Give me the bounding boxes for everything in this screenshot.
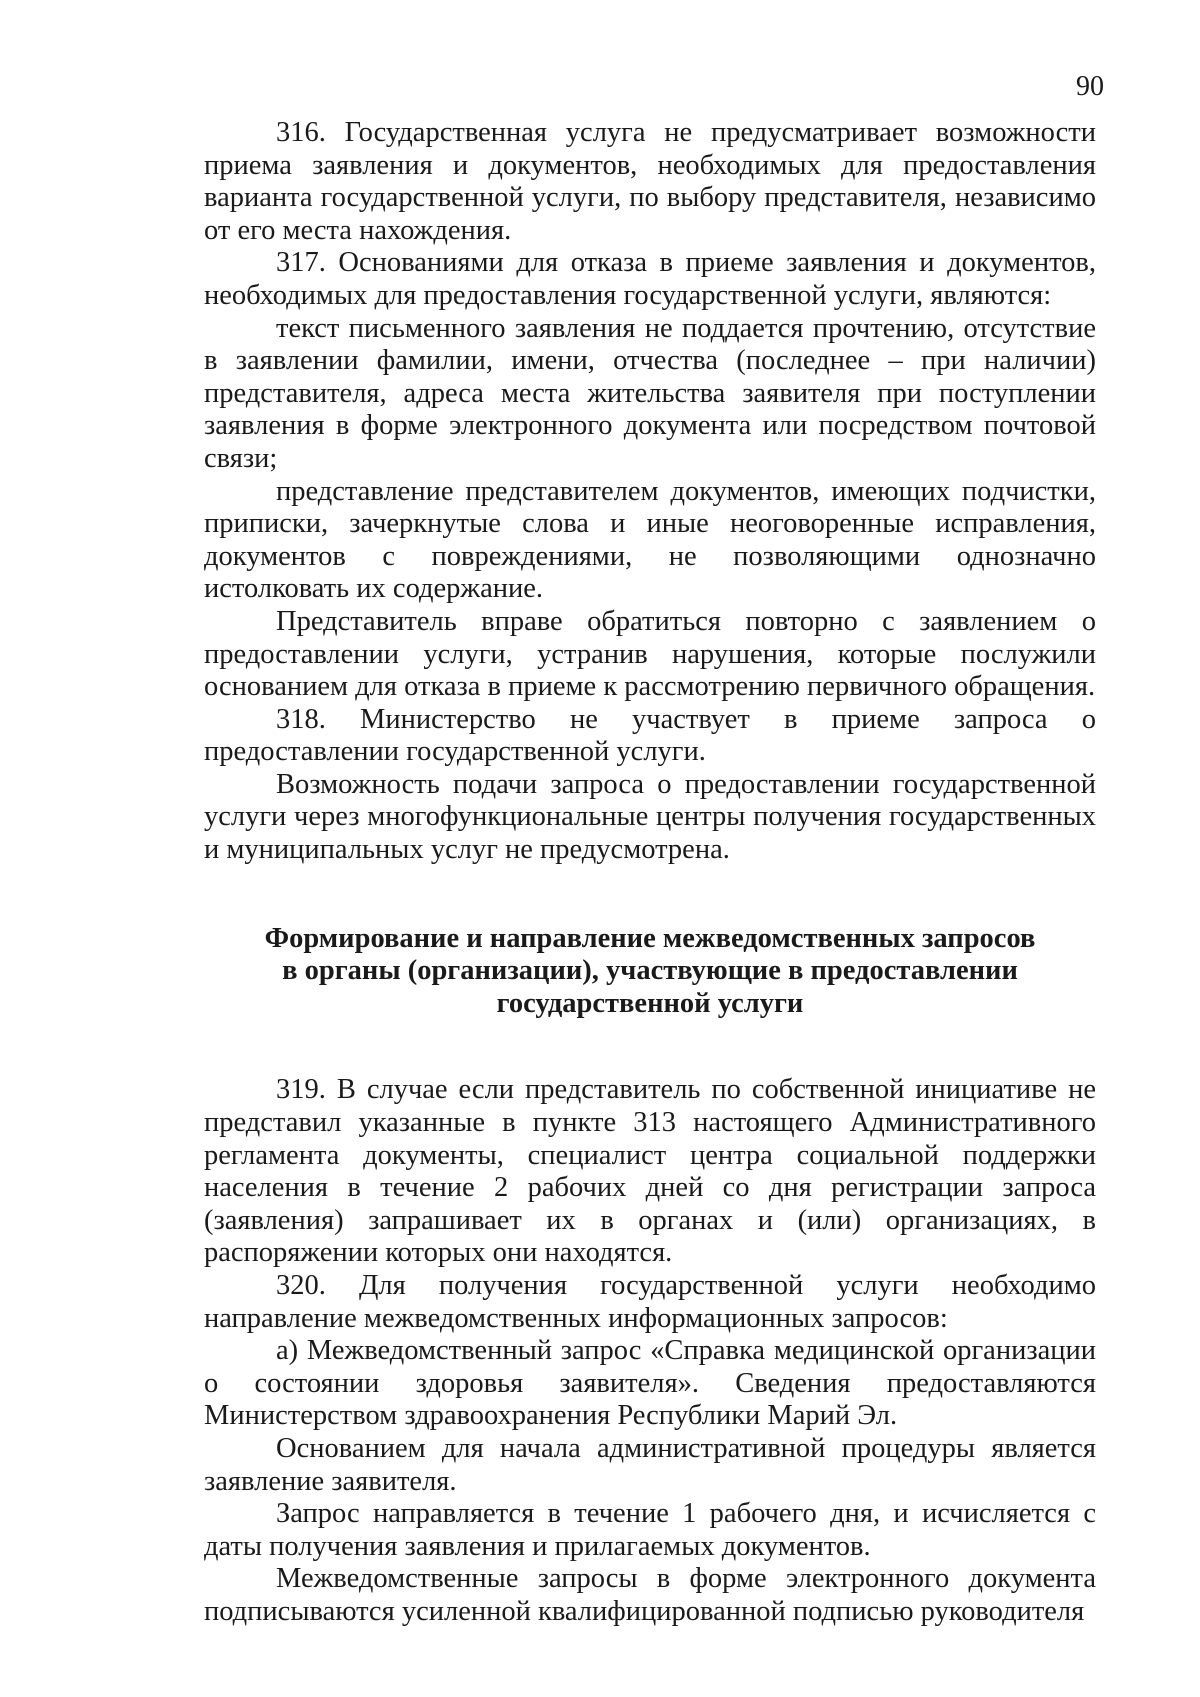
paragraph-320-a: а) Межведомственный запрос «Справка медицинской организации о состоянии здоровья заявителя». Сведения предоставляются Министерством здравоохранения Республики Марий Эл.: [204, 1335, 1096, 1432]
paragraph-319: 319. В случае если представитель по собственной инициативе не представил указанные в пункте 313 настоящего Административного регламента документы, специалист центра социальной поддержки населения в течение 2 рабочих дней со дня регистрации запроса (заявления) запрашивает их в органах и (или) организациях, в распоряжении которых они находятся.: [204, 1074, 1096, 1269]
paragraph-317-item-unreadable: текст письменного заявления не поддается прочтению, отсутствие в заявлении фамилии, имени, отчества (последнее – при наличии) представителя, адреса места жительства заявителя при поступлении заявления в форме электронного документа или посредством почтовой связи;: [204, 312, 1096, 474]
paragraph-320: 320. Для получения государственной услуги необходимо направление межведомственных информационных запросов:: [204, 1270, 1096, 1334]
section-heading-line-2: в органы (организации), участвующие в предоставлении: [282, 955, 1018, 987]
paragraph-318: 318. Министерство не участвует в приеме запроса о предоставлении государственной услуги.: [204, 703, 1096, 768]
paragraph-317-reapply: Представитель вправе обратиться повторно с заявлением о предоставлении услуги, устранив нарушения, которые послужили основанием для отказа в приеме к рассмотрению первичного обращения.: [204, 605, 1096, 703]
paragraph-320-timing: Запрос направляется в течение 1 рабочего дня, и исчисляется с даты получения заявления и прилагаемых документов.: [204, 1498, 1096, 1562]
paragraph-317-item-corrections: представление представителем документов, имеющих подчистки, приписки, зачеркнутые слова и иные неоговоренные исправления, документов с повреждениями, не позволяющими однозначно истолковать их содержание.: [204, 475, 1096, 605]
paragraph-316: 316. Государственная услуга не предусматривает возможности приема заявления и документов, необходимых для предоставления варианта государственной услуги, по выбору представителя, независимо от его места нахождения.: [204, 117, 1096, 246]
page-number: 90: [1076, 71, 1104, 102]
paragraph-320-basis: Основанием для начала административной процедуры является заявление заявителя.: [204, 1432, 1096, 1497]
section-heading-line-3: государственной услуги: [496, 987, 804, 1019]
paragraph-320-signature: Межведомственные запросы в форме электронного документа подписываются усиленной квалифицированной подписью руководителя: [204, 1563, 1096, 1627]
paragraph-318-mfc: Возможность подачи запроса о предоставлении государственной услуги через многофункциональные центры получения государственных и муниципальных услуг не предусмотрена.: [204, 768, 1096, 866]
document-body: [204, 117, 1096, 1629]
paragraph-317: 317. Основаниями для отказа в приеме заявления и документов, необходимых для предоставления государственной услуги, являются:: [204, 247, 1096, 311]
section-heading: [204, 923, 1096, 1021]
section-heading-line-1: Формирование и направление межведомственных запросов: [264, 922, 1036, 954]
